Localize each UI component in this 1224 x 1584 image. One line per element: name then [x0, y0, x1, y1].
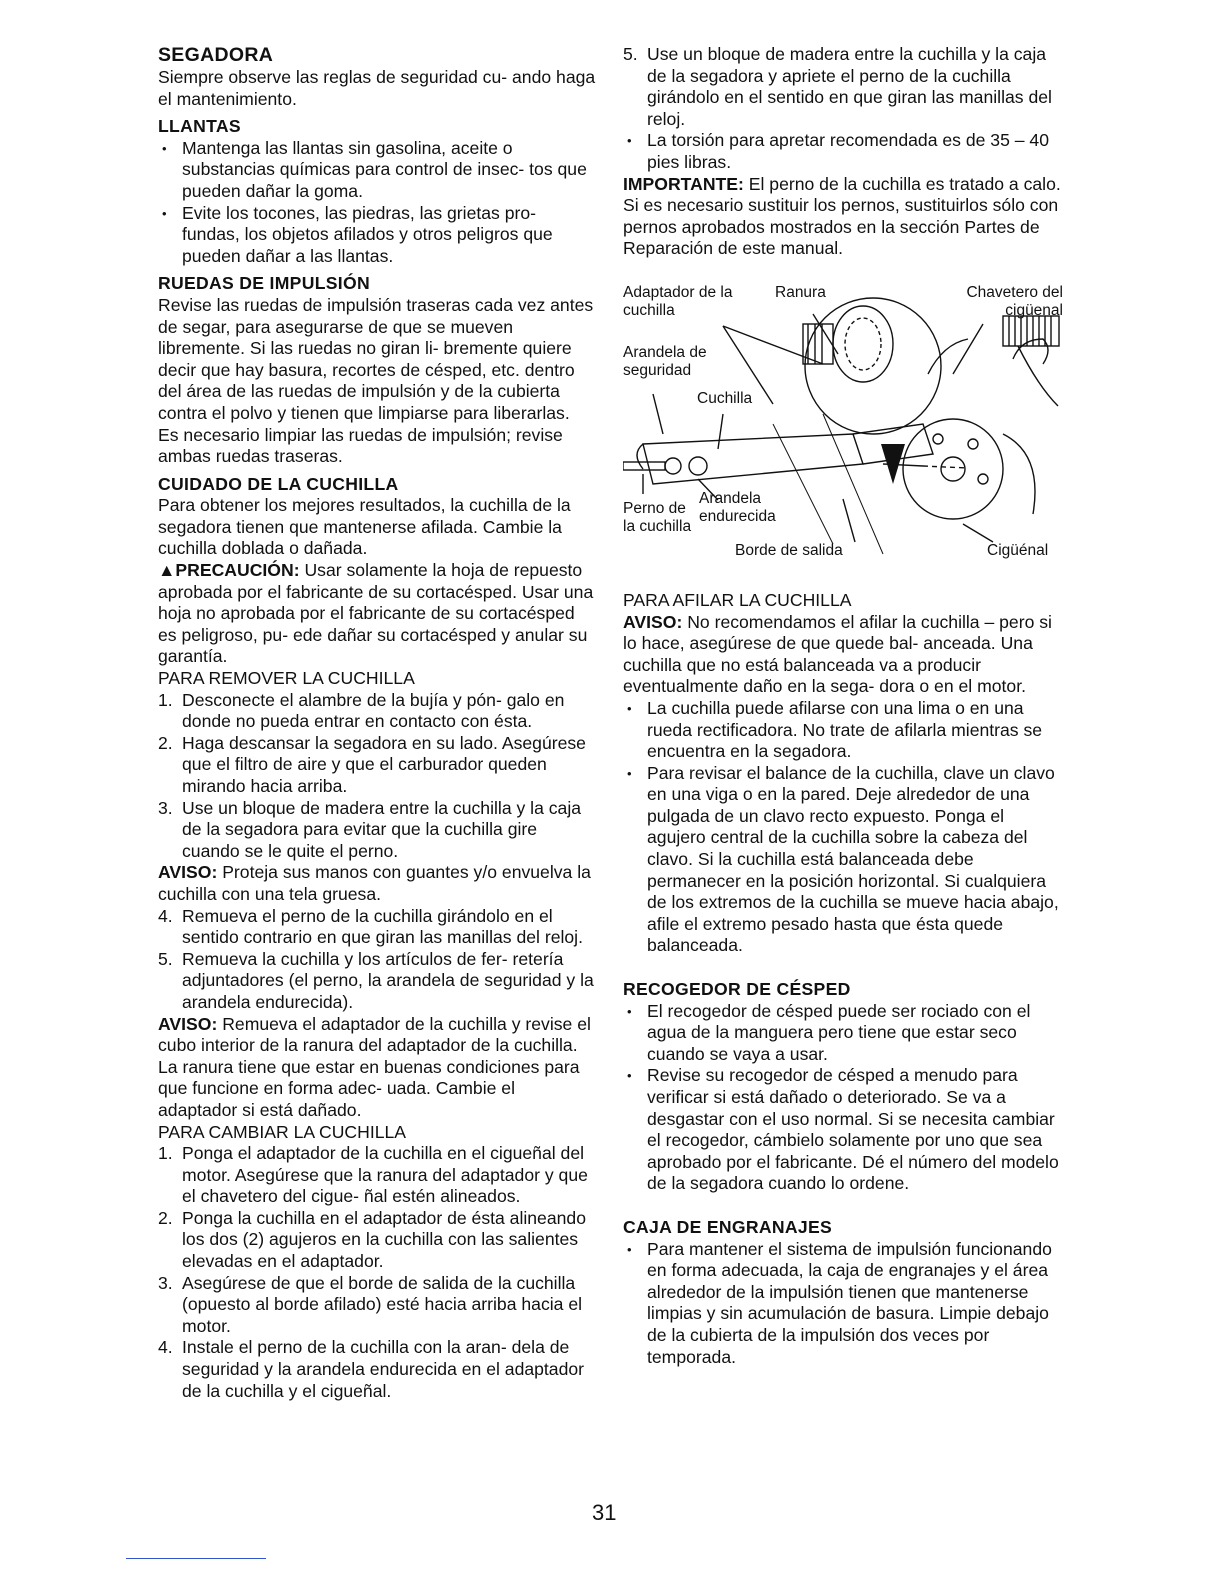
- cambiar-steps-cont: [623, 44, 1063, 130]
- aviso-guantes: [158, 862, 598, 905]
- list-item: • Para revisar el balance de la cuchilla, clave un clavo en una viga o en la pared. Deje alrededor de una pulgada de un clavo recto expuesto. Ponga el agujero central de la cuchilla sobre la cabeza del clavo. Si la cuchilla está balanceada debe permanecer en la posición horizontal. Si cualquiera de los extremos de la cuchilla se mueve hacia abajo, afile el extremo pesado hasta que ésta quede balanceada.: [623, 763, 1063, 957]
- label-adaptador: Adaptador de la cuchilla: [623, 283, 733, 319]
- list-item: • Mantenga las llantas sin gasolina, aceite o substancias químicas para control de insec- tos que pueden dañar la goma.: [158, 138, 598, 203]
- importante-notice: [623, 174, 1063, 260]
- label-ranura: Ranura: [775, 283, 826, 301]
- label-arandela-endurecida: Arandela endurecida: [699, 489, 776, 525]
- importante-label: IMPORTANTE:: [623, 173, 744, 194]
- heading-llantas: LLANTAS: [158, 116, 241, 137]
- step-number: 2.: [158, 1207, 173, 1228]
- step-number: 5.: [623, 44, 638, 64]
- precaucion-notice: [158, 560, 598, 668]
- list-item: • Revise su recogedor de césped a menudo para verificar si está dañado o deteriorado. Se va a desgastar con el uso normal. Si se necesita cambiar el recogedor, cámbielo solamente por uno que sea aprobado por el fabricante. Dé el número del modelo de la segadora cuando lo ordene.: [623, 1065, 1063, 1195]
- step-number: 1.: [158, 689, 173, 710]
- list-item: [158, 798, 598, 863]
- step-text: Haga descansar la segadora en su lado. Asegúrese que el filtro de aire y que el carburador queden mirando hacia arriba.: [182, 732, 586, 796]
- right-column: [623, 44, 1063, 1368]
- step-text: Remueva la cuchilla y los artículos de fer- retería adjuntadores (el perno, la arandela de seguridad y la arandela endurecida).: [182, 948, 594, 1012]
- list-item: [158, 1337, 598, 1402]
- ruedas-paragraph: Revise las ruedas de impulsión traseras cada vez antes de segar, para asegurarse de que se mueven libremente. Si las ruedas no giran li- bremente quiere decir que hay basura, recortes de césped, etc. dentro del área de las ruedas de impulsión y de la cubierta contra el polvo y tienen que limpiarse para liberarlas.: [158, 294, 594, 423]
- label-cuchilla: Cuchilla: [697, 389, 753, 407]
- importante-text: El perno de la cuchilla es tratado a calo. Si es necesario sustituir los pernos, sustituirlos sólo con pernos aprobados mostrados en la sección Partes de Reparación de este manual.: [623, 173, 1061, 259]
- aviso-afilar: [623, 612, 1063, 698]
- cuidado-paragraph: Para obtener los mejores resultados, la cuchilla de la segadora tienen que mantenerse afilada. Cambie la cuchilla doblada o dañada.: [158, 495, 571, 559]
- aviso-label: AVISO:: [158, 1013, 218, 1034]
- step-text: Desconecte el alambre de la bujía y pón- galo en donde no pueda entrar en contacto con ésta.: [182, 689, 565, 732]
- heading-caja: CAJA DE ENGRANAJES: [623, 1216, 833, 1237]
- list-item: [623, 44, 1063, 130]
- blade-assembly-figure: [623, 284, 1063, 570]
- step-text: Ponga el adaptador de la cuchilla en el cigueñal del motor. Asegúrese que la ranura del adaptador y que el chavetero del cigue- ñal estén alineados.: [182, 1143, 588, 1207]
- heading-cambiar: PARA CAMBIAR LA CUCHILLA: [158, 1121, 407, 1142]
- aviso-text: Proteja sus manos con guantes y/o envuelva la cuchilla con una tela gruesa.: [158, 862, 591, 904]
- label-chavetero: Chavetero del cigüenal: [966, 283, 1063, 319]
- precaucion-text: Usar solamente la hoja de repuesto aprobada por el fabricante de su cortacésped. Usar una hoja no aprobada por el fabricante de su cortacésped es peligroso, pu- ede dañar su cortacésped y anular su garantía.: [158, 560, 594, 667]
- list-item: [158, 1208, 598, 1273]
- step-text: Remueva el perno de la cuchilla girándolo en el sentido contrario en que giran las manillas del reloj.: [182, 905, 583, 948]
- list-item: • El recogedor de césped puede ser rociado con el agua de la manguera pero tiene que estar seco cuando se vaya a usar.: [623, 1001, 1063, 1066]
- list-item: [158, 949, 598, 1014]
- step-number: 3.: [158, 1272, 173, 1293]
- afilar-list: [623, 698, 1063, 957]
- footer-rule: [126, 1558, 266, 1559]
- step-number: 4.: [158, 905, 173, 926]
- heading-afilar: PARA AFILAR LA CUCHILLA: [623, 589, 852, 610]
- label-ciguenal: Cigüénal: [987, 541, 1049, 559]
- list-item: • La cuchilla puede afilarse con una lima o en una rueda rectificadora. No trate de afilarla mientras se encuentra en la segadora.: [623, 698, 1063, 763]
- recogedor-list: [623, 1001, 1063, 1195]
- step-text: Use un bloque de madera entre la cuchilla y la caja de la segadora para evitar que la cuchilla gire cuando se le quite el perno.: [182, 797, 582, 861]
- aviso-text: No recomendamos el afilar la cuchilla – pero si lo hace, asegúrese de que quede bal- anceada. Una cuchilla que no está balanceada va a producir eventualmente daño en la sega- dora o en el motor.: [623, 611, 1052, 697]
- list-item: [158, 690, 598, 733]
- section-title-segadora: SEGADORA: [158, 44, 274, 66]
- heading-recogedor: RECOGEDOR DE CÉSPED: [623, 979, 851, 1000]
- aviso-text: Remueva el adaptador de la cuchilla y revise el cubo interior de la ranura del adaptador de la cuchilla. La ranura tiene que estar en buenas condiciones para que funcione en forma adec- uada. Cambie el adaptador si está dañado.: [158, 1013, 591, 1120]
- left-column: [158, 44, 598, 1402]
- aviso-label: AVISO:: [158, 862, 218, 883]
- step-number: 1.: [158, 1143, 173, 1164]
- list-item: • La torsión para apretar recomendada es de 35 – 40 pies libras.: [623, 130, 1063, 173]
- label-borde-salida: Borde de salida: [735, 541, 843, 559]
- list-item: [158, 906, 598, 949]
- llantas-list: [158, 138, 598, 268]
- step-number: 5.: [158, 948, 173, 969]
- step-number: 3.: [158, 797, 173, 818]
- list-item: [158, 733, 598, 798]
- warning-triangle-icon: ▲: [158, 560, 176, 581]
- page-number: 31: [592, 1500, 617, 1525]
- step-text: Ponga la cuchilla en el adaptador de ésta alineando los dos (2) agujeros en la cuchilla con las salientes elevadas en el adaptador.: [182, 1207, 586, 1272]
- torsion-list: [623, 130, 1063, 173]
- label-perno: Perno de la cuchilla: [623, 499, 692, 535]
- aviso-adaptador: [158, 1014, 598, 1122]
- heading-cuidado: CUIDADO DE LA CUCHILLA: [158, 473, 399, 494]
- label-arandela-seguridad: Arandela de seguridad: [623, 343, 707, 379]
- step-text: Use un bloque de madera entre la cuchilla y la caja de la segadora y apriete el perno de la cuchilla girándolo en el sentido en que giran las manillas del reloj.: [647, 44, 1052, 129]
- remover-steps-cont: [158, 906, 598, 1014]
- list-item: [158, 1143, 598, 1208]
- list-item: • Para mantener el sistema de impulsión funcionando en forma adecuada, la caja de engranajes y el área alrededor de la impulsión tienen que mantenerse limpias y sin acumulación de basura. Limpie debajo de la cubierta de la impulsión dos veces por temporada.: [623, 1239, 1063, 1369]
- remover-steps: [158, 690, 598, 863]
- caja-list: [623, 1239, 1063, 1369]
- list-item: [158, 1273, 598, 1338]
- segadora-intro: Siempre observe las reglas de seguridad cu- ando haga el mantenimiento.: [158, 67, 596, 109]
- precaucion-label: PRECAUCIÓN:: [175, 560, 300, 581]
- list-item: • Evite los tocones, las piedras, las grietas pro- fundas, los objetos afilados y otros peligros que pueden dañar a las llantas.: [158, 203, 598, 268]
- heading-remover: PARA REMOVER LA CUCHILLA: [158, 668, 415, 689]
- aviso-label: AVISO:: [623, 611, 683, 632]
- step-number: 4.: [158, 1337, 173, 1358]
- heading-ruedas: RUEDAS DE IMPULSIÓN: [158, 273, 370, 294]
- ruedas-paragraph-2: Es necesario limpiar las ruedas de impulsión; revise ambas ruedas traseras.: [158, 424, 563, 467]
- step-number: 2.: [158, 732, 173, 753]
- step-text: Instale el perno de la cuchilla con la aran- dela de seguridad y la arandela endurecida en el adaptador de la cuchilla y el cigueñal.: [182, 1337, 585, 1401]
- step-text: Asegúrese de que el borde de salida de la cuchilla (opuesto al borde afilado) esté hacia arriba hacia el motor.: [182, 1272, 583, 1336]
- cambiar-steps: [158, 1143, 598, 1402]
